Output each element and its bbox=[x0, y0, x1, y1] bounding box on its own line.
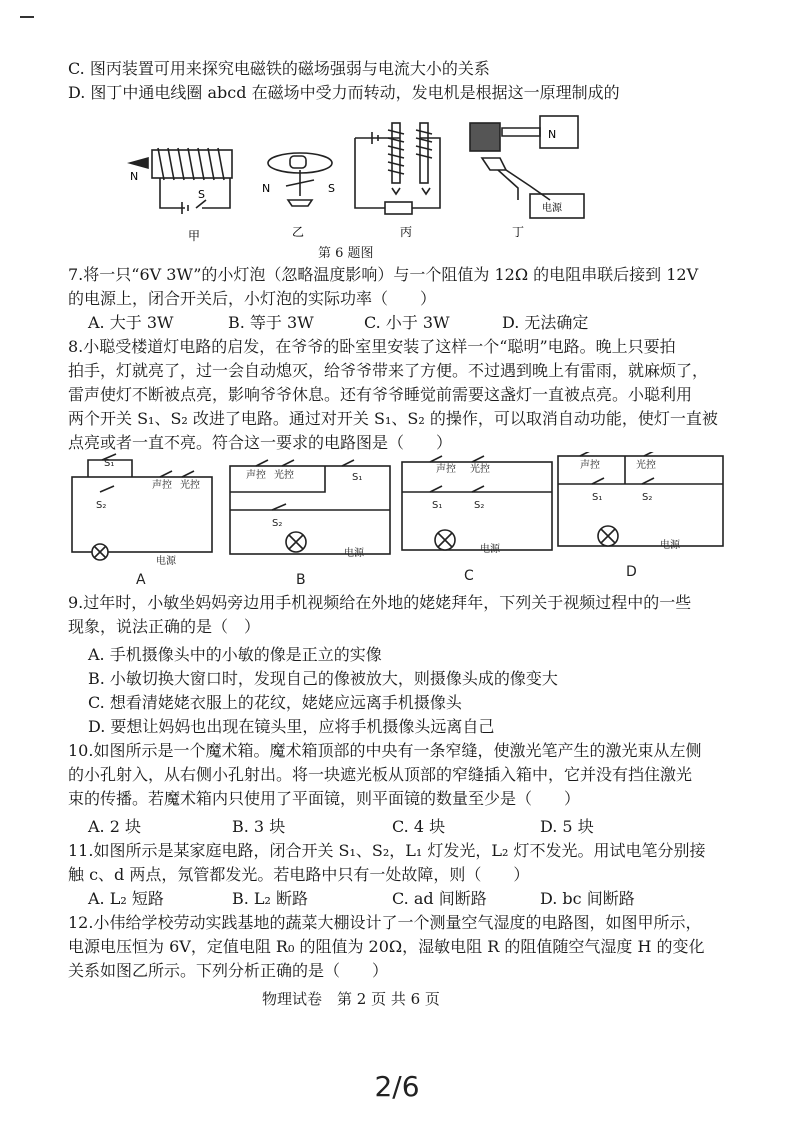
circuit-a-s2: S₂ bbox=[96, 500, 107, 511]
q11-stem-line1: 11.如图所示是某家庭电路，闭合开关 S₁、S₂，L₁ 灯发光，L₂ 灯不发光。用试电笔分别接 bbox=[68, 841, 706, 860]
page-indicator: 2/6 bbox=[374, 1070, 420, 1103]
circuit-d-s1: S₁ bbox=[592, 492, 603, 503]
fig-label-jia: 甲 bbox=[188, 229, 201, 243]
q8-stem-line3: 雷声使灯不断被点亮，影响爷爷休息。还有爷爷睡觉前需要这盏灯一直被点亮。小聪利用 bbox=[68, 385, 693, 404]
q7-option-c: C. 小于 3W bbox=[364, 313, 450, 332]
circuit-d-sound: 声控 bbox=[580, 460, 600, 471]
fig-jia-n-label: N bbox=[130, 170, 139, 183]
q9-option-c: C. 想看清姥姥衣服上的花纹，姥姥应远离手机摄像头 bbox=[88, 693, 462, 712]
circuit-c-s2: S₂ bbox=[474, 500, 485, 511]
circuit-b-s2: S₂ bbox=[272, 518, 283, 529]
fig-ding-power-label: 电源 bbox=[542, 203, 562, 214]
q12-stem-line3: 关系如图乙所示。下列分析正确的是（ ） bbox=[68, 961, 389, 980]
q6-figure-caption: 第 6 题图 bbox=[318, 246, 374, 261]
q10-stem-line2: 的小孔射入，从右侧小孔射出。将一块遮光板从顶部的窄缝插入箱中，它并没有挡住激光 bbox=[68, 765, 693, 784]
q9-option-b: B. 小敏切换大窗口时，发现自己的像被放大，则摄像头成的像变大 bbox=[88, 669, 558, 688]
fig-label-bing: 丙 bbox=[400, 225, 413, 239]
circuit-a-sound: 声控 bbox=[152, 480, 172, 491]
circuit-c-sound: 声控 bbox=[436, 464, 456, 475]
q6-figures bbox=[110, 108, 610, 258]
circuit-b-sound: 声控 bbox=[246, 470, 266, 481]
q9-stem-line1: 9.过年时，小敏坐妈妈旁边用手机视频给在外地的姥姥拜年，下列关于视频过程中的一些 bbox=[68, 593, 692, 612]
q10-stem-line1: 10.如图所示是一个魔术箱。魔术箱顶部的中央有一条窄缝，使激光笔产生的激光束从左侧 bbox=[68, 741, 702, 760]
q11-option-d: D. bc 间断路 bbox=[540, 889, 635, 908]
figure-bing bbox=[355, 123, 440, 214]
q12-stem-line1: 12.小伟给学校劳动实践基地的蔬菜大棚设计了一个测量空气湿度的电路图，如图甲所示， bbox=[68, 913, 702, 932]
circuit-b-s1: S₁ bbox=[352, 472, 363, 483]
circuit-c-light: 光控 bbox=[470, 464, 490, 475]
figure-jia bbox=[130, 148, 232, 214]
circuit-a-light: 光控 bbox=[180, 480, 200, 491]
solenoid-core bbox=[152, 150, 232, 178]
q7-stem-line2: 的电源上，闭合开关后，小灯泡的实际功率（ ） bbox=[68, 289, 437, 308]
q7-stem-line1: 7.将一只“6V 3W”的小灯泡（忽略温度影响）与一个阻值为 12Ω 的电阻串联后接到 12V bbox=[68, 265, 699, 284]
q10-option-d: D. 5 块 bbox=[540, 817, 594, 836]
fig-yi-s-label: S bbox=[328, 182, 335, 195]
circuit-d-power: 电源 bbox=[660, 540, 680, 551]
circuit-a-letter: A bbox=[136, 572, 146, 588]
fig-label-ding: 丁 bbox=[512, 225, 525, 239]
figure-ding bbox=[470, 116, 584, 218]
circuit-d-s2: S₂ bbox=[642, 492, 653, 503]
q10-stem-line3: 束的传播。若魔术箱内只使用了平面镜，则平面镜的数量至少是（ ） bbox=[68, 789, 581, 808]
q10-option-b: B. 3 块 bbox=[232, 817, 286, 836]
q8-stem-line5: 点亮或者一直不亮。符合这一要求的电路图是（ ） bbox=[68, 433, 453, 452]
circuit-a-s1: S₁ bbox=[104, 458, 115, 469]
circuit-d-light: 光控 bbox=[636, 460, 656, 471]
circuit-c-letter: C bbox=[464, 568, 474, 584]
q6-option-d: D. 图丁中通电线圈 abcd 在磁场中受力而转动，发电机是根据这一原理制成的 bbox=[68, 83, 620, 102]
q11-option-b: B. L₂ 断路 bbox=[232, 889, 309, 908]
q6-option-c: C. 图丙装置可用来探究电磁铁的磁场强弱与电流大小的关系 bbox=[68, 59, 490, 78]
circuit-c-s1: S₁ bbox=[432, 500, 443, 511]
q8-stem-line1: 8.小聪受楼道灯电路的启发，在爷爷的卧室里安装了这样一个“聪明”电路。晚上只要拍 bbox=[68, 337, 676, 356]
figure-yi bbox=[268, 153, 332, 206]
circuit-a bbox=[72, 454, 212, 560]
fig-label-yi: 乙 bbox=[292, 225, 305, 239]
fig-ding-n-label: N bbox=[548, 128, 557, 141]
q11-option-a: A. L₂ 短路 bbox=[88, 889, 164, 908]
q7-option-b: B. 等于 3W bbox=[228, 313, 314, 332]
circuit-d-letter: D bbox=[626, 564, 637, 580]
circuit-b-power: 电源 bbox=[344, 548, 364, 559]
q8-stem-line2: 拍手，灯就亮了，过一会自动熄灭，给爷爷带来了方便。不过遇到晚上有雷雨，就麻烦了， bbox=[68, 361, 709, 380]
q10-option-a: A. 2 块 bbox=[88, 817, 141, 836]
q7-option-a: A. 大于 3W bbox=[88, 313, 174, 332]
q12-stem-line2: 电源电压恒为 6V，定值电阻 R₀ 的阻值为 20Ω，湿敏电阻 R 的阻值随空气湿度 H 的变化 bbox=[68, 937, 705, 956]
circuit-b-letter: B bbox=[296, 572, 306, 588]
circuit-a-power: 电源 bbox=[156, 556, 176, 567]
q8-stem-line4: 两个开关 S₁、S₂ 改进了电路。通过对开关 S₁、S₂ 的操作，可以取消自动功能，使灯一直被 bbox=[68, 409, 718, 428]
q9-option-d: D. 要想让妈妈也出现在镜头里，应将手机摄像头远离自己 bbox=[88, 717, 495, 736]
q9-stem-line2: 现象，说法正确的是（ ） bbox=[68, 617, 261, 636]
fig-yi-n-label: N bbox=[262, 182, 271, 195]
circuit-b-light: 光控 bbox=[274, 470, 294, 481]
q7-option-d: D. 无法确定 bbox=[502, 313, 589, 332]
page-footer: 物理试卷 第 2 页 共 6 页 bbox=[262, 990, 440, 1008]
q8-circuits bbox=[60, 452, 740, 592]
q9-option-a: A. 手机摄像头中的小敏的像是正立的实像 bbox=[88, 645, 382, 664]
q10-option-c: C. 4 块 bbox=[392, 817, 446, 836]
compass-needle-icon bbox=[130, 158, 148, 168]
corner-mark bbox=[20, 16, 34, 18]
q11-stem-line2: 触 c、d 两点，氖管都发光。若电路中只有一处故障，则（ ） bbox=[68, 865, 530, 884]
q11-option-c: C. ad 间断路 bbox=[392, 889, 487, 908]
circuit-c-power: 电源 bbox=[480, 544, 500, 555]
fig-jia-switch-label: S bbox=[198, 188, 205, 201]
